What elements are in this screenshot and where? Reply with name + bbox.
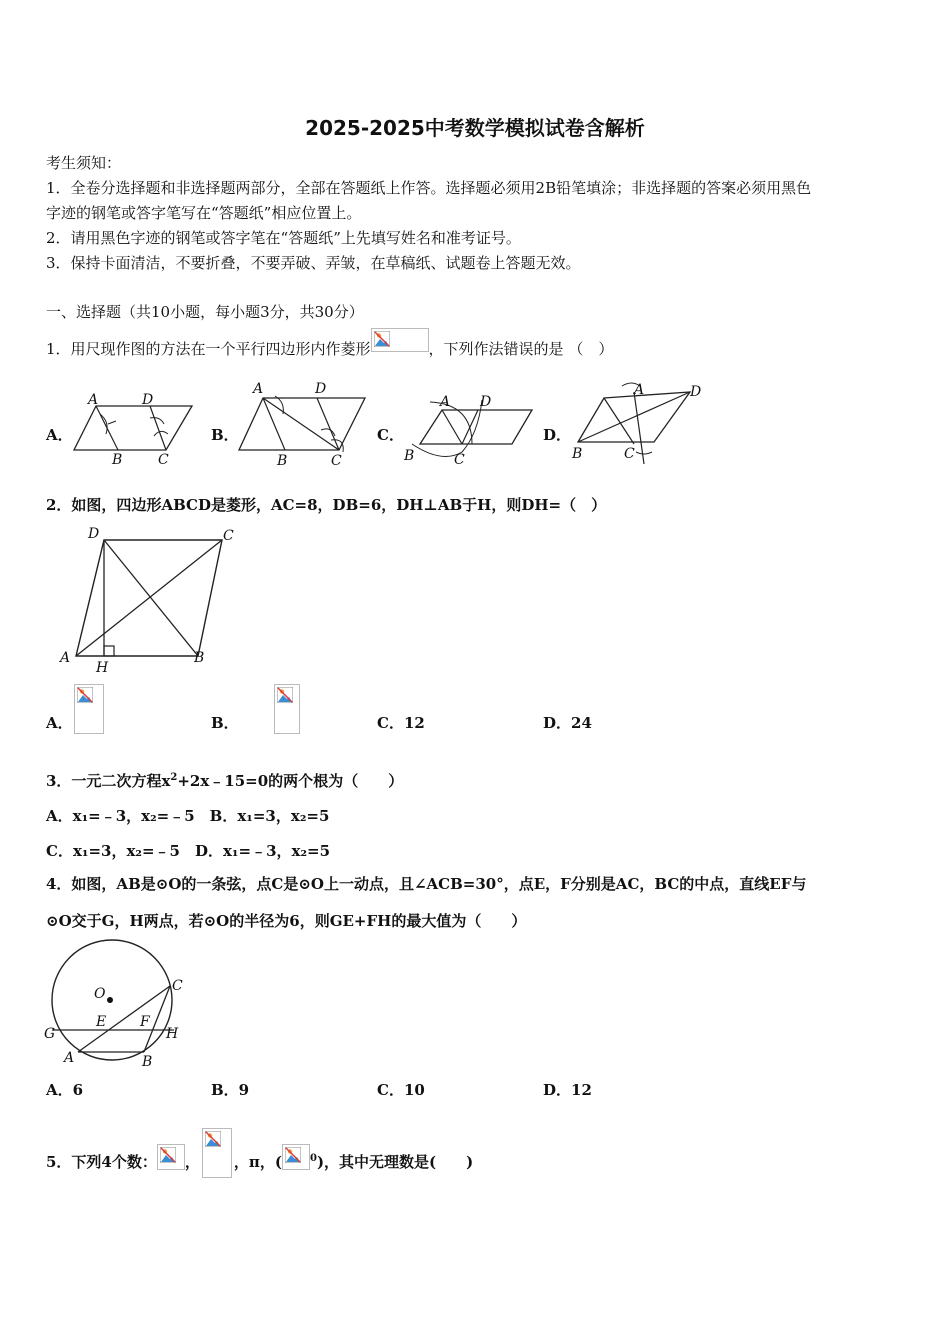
page-title: 2025-2025中考数学模拟试卷含解析 — [305, 116, 645, 140]
question-3-stem: 3．一元二次方程$x^2+2x﹣15=0$的两个根为（ ） — [46, 772, 404, 790]
svg-text:H: H — [166, 1026, 179, 1042]
q4-circle-figure — [44, 938, 189, 1070]
svg-text:A: A — [64, 1050, 75, 1066]
svg-text:D: D — [315, 381, 327, 397]
svg-text:C: C — [158, 452, 169, 468]
question-1-stem: 1．用尺现作图的方法在一个平行四边形内作菱形 ，下列作法错误的是 （ ） — [46, 338, 613, 362]
svg-text:F: F — [140, 1014, 150, 1030]
q5-number-2-image-icon — [202, 1128, 232, 1178]
q4-option-a: A．6 — [46, 1081, 84, 1099]
svg-text:B: B — [112, 452, 123, 468]
notice-item-2: 2．请用黑色字迹的钢笔或答字笔在“答题纸”上先填写姓名和准考证号。 — [46, 229, 521, 247]
q2-option-a-image-icon — [74, 684, 104, 734]
svg-text:A: A — [440, 394, 451, 410]
svg-text:C: C — [223, 528, 234, 544]
notice-item-1b: 字迹的钢笔或答字笔写在“答题纸”相应位置上。 — [46, 204, 362, 222]
notice-item-1a: 1．全卷分选择题和非选择题两部分，全部在答题纸上作答。选择题必须用2B铅笔填涂；非选择题的答案必须用黑色 — [46, 179, 812, 197]
svg-text:B: B — [572, 446, 583, 462]
q2-option-b: B． — [211, 714, 239, 732]
svg-text:A: A — [253, 381, 264, 397]
svg-text:O: O — [94, 986, 106, 1002]
svg-text:B: B — [142, 1054, 153, 1070]
q2-rhombus-figure — [58, 522, 243, 674]
section-heading: 一、选择题（共10小题，每小题3分，共30分） — [46, 303, 364, 321]
q1-figure-a — [70, 388, 198, 468]
q1-option-b-label: B． — [211, 426, 239, 444]
svg-text:E: E — [96, 1014, 107, 1030]
svg-text:C: C — [172, 978, 183, 994]
q4-option-d: D．12 — [543, 1081, 592, 1099]
q5-number-1-image-icon — [157, 1144, 185, 1170]
q2-option-d: D．24 — [543, 714, 592, 732]
q4-option-b: B．9 — [211, 1081, 250, 1099]
svg-text:A: A — [88, 392, 99, 408]
broken-image-icon — [371, 328, 429, 352]
q1-option-a-label: A． — [46, 426, 73, 444]
question-5-stem: 5．下列4个数： ， ，π，( $^0$)，其中无理数是( ) — [46, 1138, 473, 1188]
svg-text:B: B — [277, 453, 288, 468]
notice-heading: 考生须知： — [46, 154, 122, 172]
q1-figure-b — [235, 378, 370, 468]
svg-text:C: C — [454, 452, 465, 468]
question-4-stem-a: 4．如图，AB是⊙O的一条弦，点C是⊙O上一动点，且∠ACB=30°，点E，F分别是AC，BC的中点，直线EF与 — [46, 875, 807, 893]
svg-text:B: B — [194, 650, 205, 666]
q5-number-4-image-icon — [282, 1144, 310, 1170]
q2-option-c: C．12 — [377, 714, 425, 732]
question-2-stem: 2．如图，四边形ABCD是菱形，AC=8，DB=6，DH⊥AB于H，则DH=（ ） — [46, 496, 607, 514]
question-4-stem-b: ⊙O交于G，H两点，若⊙O的半径为6，则GE+FH的最大值为（ ） — [46, 912, 527, 930]
svg-text:C: C — [624, 446, 635, 462]
q1-figure-c — [402, 388, 537, 468]
q3-options-cd: C．x₁=3，x₂=﹣5 D．x₁=﹣3，x₂=5 — [46, 842, 331, 860]
svg-text:B: B — [404, 448, 415, 464]
q2-option-b-image-icon — [274, 684, 300, 734]
notice-item-3: 3．保持卡面清洁，不要折叠，不要弄破、弄皱，在草稿纸、试题卷上答题无效。 — [46, 254, 581, 272]
svg-text:D: D — [690, 384, 702, 400]
svg-text:D: D — [142, 392, 154, 408]
svg-text:C: C — [331, 453, 342, 468]
q1-option-d-label: D． — [543, 426, 572, 444]
svg-text:D: D — [480, 394, 492, 410]
q2-option-a: A． — [46, 714, 73, 732]
q3-options-ab: A．x₁=﹣3，x₂=﹣5 B．x₁=3，x₂=5 — [46, 807, 330, 825]
q4-option-c: C．10 — [377, 1081, 425, 1099]
svg-text:G: G — [44, 1026, 56, 1042]
q1-figure-d — [568, 378, 708, 468]
svg-text:D: D — [88, 526, 100, 542]
q1-option-c-label: C． — [377, 426, 404, 444]
svg-text:A: A — [60, 650, 71, 666]
svg-text:H: H — [96, 660, 109, 674]
svg-text:A: A — [634, 382, 645, 398]
